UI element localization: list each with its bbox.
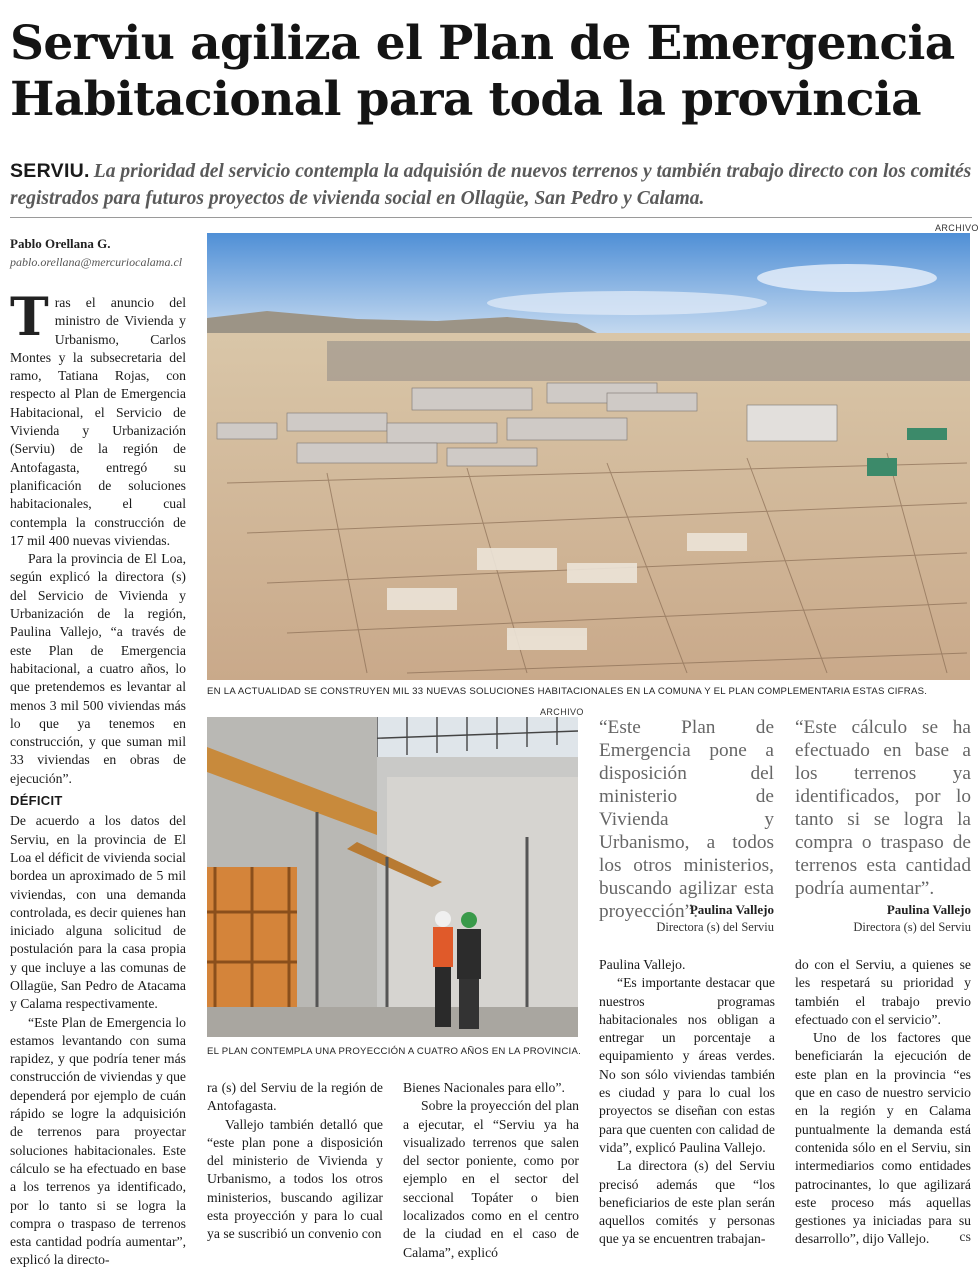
article-column-4: [599, 956, 775, 1249]
pull-quote-1-name: Paulina Vallejo: [689, 902, 774, 917]
paragraph: Bienes Nacionales para ello”.: [403, 1080, 565, 1095]
photo-second-caption: EL PLAN CONTEMPLA UNA PROYECCIÓN A CUATRO AÑOS EN LA PROVINCIA.: [207, 1046, 582, 1057]
photo-main: [207, 233, 970, 680]
paragraph: Para la provincia de El Loa, según explicó la directora (s) del Servicio de Vivienda y Urbanización de la región, Paulina Vallejo, “a través de este Plan de Emergencia habitacional, a cuatro años, lo que pretendemos es levantar al menos 3 mil 500 viviendas más lo que ya tenemos en construcción, y que suman mil 33 viviendas en obras de ejecución”.: [10, 551, 186, 786]
paragraph: Sobre la proyección del plan a ejecutar, el “Serviu ya ha visualizado terrenos que salen del sector poniente, como por ejemplo en el sector del seccional Topáter o bien localizados como en el centro de la ciudad en el caso de Calama”, explicó: [403, 1098, 579, 1260]
paragraph: do con el Serviu, a quienes se les respetará su prioridad y también el trabajo previo efectuado con el servicio”.: [795, 957, 971, 1027]
pull-quote-2-role: Directora (s) del Serviu: [853, 920, 971, 934]
deck: [10, 158, 972, 212]
headline: Serviu agiliza el Plan de Emergencia Habitacional para toda la provincia: [10, 16, 955, 127]
byline-email: pablo.orellana@mercuriocalama.cl: [10, 255, 183, 269]
photo-main-credit: ARCHIVO: [935, 223, 979, 233]
subhead-deficit: DÉFICIT: [10, 793, 63, 809]
deck-text: La prioridad del servicio contempla la adquisión de nuevos terrenos y también trabajo directo con los comités registrados para futuros proyectos de vivienda social en Ollagüe, San Pedro y Calama.: [10, 161, 972, 209]
photo-second: [207, 717, 578, 1037]
pull-quote-2-name: Paulina Vallejo: [886, 902, 971, 917]
paragraph: Uno de los factores que beneficiarán la ejecución de este plan en la provincia “es que en caso de nuestro servicio en la región y en Calama puntualmente la demanda está contenida sólo en el Serviu, sin intermediarios como entidades patrocinantes, lo que agilizará este proceso más aquellas gestiones ya iniciadas para su desarrollo”, dijo Vallejo.: [795, 1030, 971, 1247]
paragraph: Tras el anuncio del ministro de Vivienda y Urbanismo, Carlos Montes y la subsecretaria del ramo, Tatiana Rojas, con respecto al Plan de Emergencia Habitacional, el Servicio de Vivienda y Urbanización (Serviu) de la región de Antofagasta, entregó su planificación de soluciones habitacionales, el cual contempla la construcción de 17 mil 400 nuevas viviendas.: [10, 287, 186, 548]
paragraph: “Este Plan de Emergencia lo estamos levantando con suma rapidez, y que podría tener más construcción de viviendas y que dependerá por ejemplo de cuán rápido se logre la adquisición de terrenos para proyectar soluciones habitacionales. Este cálculo se ha efectuado en base a los terrenos ya identificado, por lo tanto si se logra la compra o traspaso de terrenos esta cantidad podría aumentar”, explicó la directo-: [10, 1014, 186, 1268]
article-column-2: [207, 1079, 383, 1244]
article-column-3: [403, 1079, 579, 1262]
end-mark-icon: cs: [959, 1230, 971, 1245]
paragraph: Vallejo también detalló que “este plan pone a disposición del ministerio de Vivienda y Urbanismo, a todos los otros ministerios, buscando agilizar esta proyección y para lo cual ya se suscribió un convenio con: [207, 1116, 383, 1242]
pull-quote-1: “Este Plan de Emergencia pone a disposición del ministerio de Vivienda y Urbanismo, a todos los otros ministerios, buscando agilizar esta proyección”.: [599, 717, 774, 922]
pull-quote-2: “Este cálculo se ha efectuado en base a los terrenos ya identificados, por lo tanto si se logra la compra o traspaso de terrenos esta cantidad podría aumentar”.: [795, 717, 971, 899]
paragraph: ra (s) del Serviu de la región de Antofagasta.: [207, 1080, 383, 1114]
article-column-5: [795, 956, 971, 1249]
photo-second-credit: ARCHIVO: [540, 707, 584, 717]
pull-quote-1-role: Directora (s) del Serviu: [656, 920, 774, 934]
article-column-1: [10, 287, 186, 1270]
divider: [10, 217, 972, 218]
deck-kicker: SERVIU.: [10, 160, 90, 182]
dropcap: T: [10, 287, 49, 348]
paragraph: “Es importante destacar que nuestros programas habitacionales nos obligan a entregar un porcentaje a equipamiento y áreas verdes. No son sólo viviendas también es ciudad y para lo cual los proyectos se diseñan con estas para que cuenten con calidad de vida”, explicó Paulina Vallejo.: [599, 975, 775, 1155]
byline-author: Pablo Orellana G.: [10, 236, 111, 251]
paragraph: Paulina Vallejo.: [599, 957, 686, 972]
photo-main-caption: EN LA ACTUALIDAD SE CONSTRUYEN MIL 33 NUEVAS SOLUCIONES HABITACIONALES EN LA COMUNA Y EL PLAN COMPLEMENTARIA ESTAS CIFRAS.: [207, 686, 928, 697]
paragraph: La directora (s) del Serviu precisó además que “los beneficiarios de este plan serán aquellos comités y personas que ya se encuentren trabajan-: [599, 1158, 775, 1247]
paragraph: De acuerdo a los datos del Serviu, en la provincia de El Loa el déficit de vivienda social bordea un aproximado de 5 mil viviendas, con una demanda controlada, es decir quienes han iniciado alguna solicitud de postulación para la casa propia y que incluye a las comunas de Ollagüe, San Pedro de Atacama y Calama respectivamente.: [10, 813, 186, 1012]
